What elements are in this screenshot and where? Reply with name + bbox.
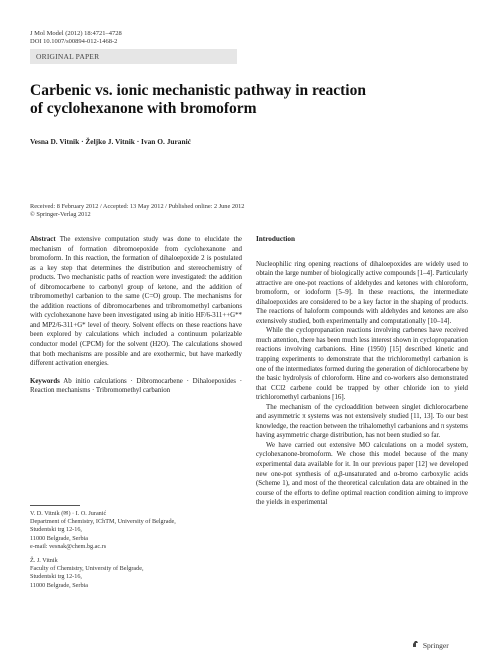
abstract-label: Abstract <box>30 236 56 243</box>
keywords <box>30 377 242 396</box>
affil-1-dept: Department of Chemistry, IChTM, University of Belgrade, <box>30 518 176 526</box>
affil-1-city: 11000 Belgrade, Serbia <box>30 534 89 542</box>
intro-paragraph-4: We have carried out extensive MO calculations on a model system, cyclohexanone-bromoform. We chose this model because of the many experimental data available for it. In our previous paper [12] we developed new one-pot synthesis of α,β-unsaturated and α-bromo carboxylic acids (Scheme 1), and most of the theoretical calculation data are obtained in the course of the efforts to define optimal reaction condition aiming to improve the yields in experimental <box>256 441 468 507</box>
title-line-1: Carbenic vs. ionic mechanistic pathway in reaction <box>30 82 366 99</box>
copyright-line: © Springer-Verlag 2012 <box>30 211 91 219</box>
affil-1-email[interactable]: e-mail: vesnak@chem.bg.ac.rs <box>30 542 107 550</box>
affil-1-street: Studentski trg 12-16, <box>30 526 82 534</box>
affil-2-city: 11000 Belgrade, Serbia <box>30 581 89 589</box>
right-column <box>256 235 468 508</box>
dates-line: Received: 8 February 2012 / Accepted: 13 May 2012 / Published online: 2 June 2012 <box>30 203 245 210</box>
affil-2-street: Studentski trg 12-16, <box>30 573 82 581</box>
keywords-label: Keywords <box>30 377 60 385</box>
publisher-name: Springer <box>422 641 449 650</box>
left-column <box>30 235 242 396</box>
authors: Vesna D. Vitnik · Željko J. Vitnik · Ivan O. Juranić <box>30 137 191 146</box>
affil-1-names: V. D. Vitnik (✉) · I. O. Juranić <box>30 510 107 517</box>
intro-paragraph-3: The mechanism of the cycloaddition between singlet dichlorocarbene and asymmetric π systems was not extensively studied [11, 13]. To our best knowledge, the reaction between the trihalomethyl carbanions and π systems having asymmetric charge distribution, has not been studied so far. <box>256 403 468 440</box>
intro-paragraph-1: Nucleophilic ring opening reactions of dihaloepoxides are widely used to obtain the large number of biologically active compounds [1–4]. Particularly attractive are one-pot reactions of aldehydes and ketones with chloroform, bromoform, or iodoform [5–9]. In these reactions, the intermediate dihaloepoxides are considered to be a key factor in the shaping of products. The reactions of haloform compounds with aldehydes and ketones are also extensively studied, both experimentally and computationally [10–14]. <box>256 260 468 325</box>
publication-dates <box>30 203 244 220</box>
title-line-2: of cyclohexanone with bromoform <box>30 100 257 117</box>
springer-horse-icon <box>412 640 419 650</box>
journal-citation: J Mol Model (2012) 18:4721–4728 <box>30 30 122 37</box>
keywords-text: Ab initio calculations · Dibromocarbene · Dihaloepoxides · Reaction mechanisms · Tribromomethyl carbanion <box>30 377 243 395</box>
article-type-badge: ORIGINAL PAPER <box>30 49 237 64</box>
doi: DOI 10.1007/s00894-012-1468-2 <box>30 38 118 45</box>
article-title <box>30 82 470 118</box>
intro-paragraph-2: While the cyclopropanation reactions involving carbenes have received much attention, there has been much less interest shown in cyclopropanation reactions involving carbanions. Hine (1950) [15] described kinetic and trapping experiments to demonstrate that the trichloromethyl carbanion is one of the intermediates formed during the generation of dichlorocarbene by the basic hydrolysis of chloroform. Hine and co-workers also demonstrated that CCl2 carbene could be trapped by other chloride ion to yield trichloromethyl carbanions [16]. <box>256 327 468 402</box>
abstract <box>30 235 242 369</box>
affil-2-dept: Faculty of Chemistry, University of Belgrade, <box>30 565 144 573</box>
affil-2-name: Ž. J. Vitnik <box>30 557 58 565</box>
abstract-text: The extensive computation study was done to elucidate the mechanism of formation dibromoepoxide from cyclohexanone and bromoform. In this reaction, the formation of dihaloepoxide 2 is postulated as a key step that determines the distribution and stereochemistry of products. Two mechanistic paths of reaction were investigated: the addition of dibromocarbene to carbonyl group of ketone, and the addition of tribromomethyl carbanion to the same (C=O) group. The mechanisms for the addition reactions of dibromocarbenes and tribromomethyl carbanions with cyclohexanone have been investigated using ab initio HF/6-311++G** and MP2/6-311+G* level of theory. Solvent effects on these reactions have been explored by calculations which included a continuum polarizable conductor model (CPCM) for the solvent (H2O). The calculations showed that both mechanisms are possible and are exothermic, but have markedly different activation energies. <box>30 236 242 368</box>
footnote-divider <box>30 505 80 506</box>
publisher-logo <box>412 640 449 650</box>
introduction-heading: Introduction <box>256 235 296 243</box>
affiliations <box>30 510 245 590</box>
